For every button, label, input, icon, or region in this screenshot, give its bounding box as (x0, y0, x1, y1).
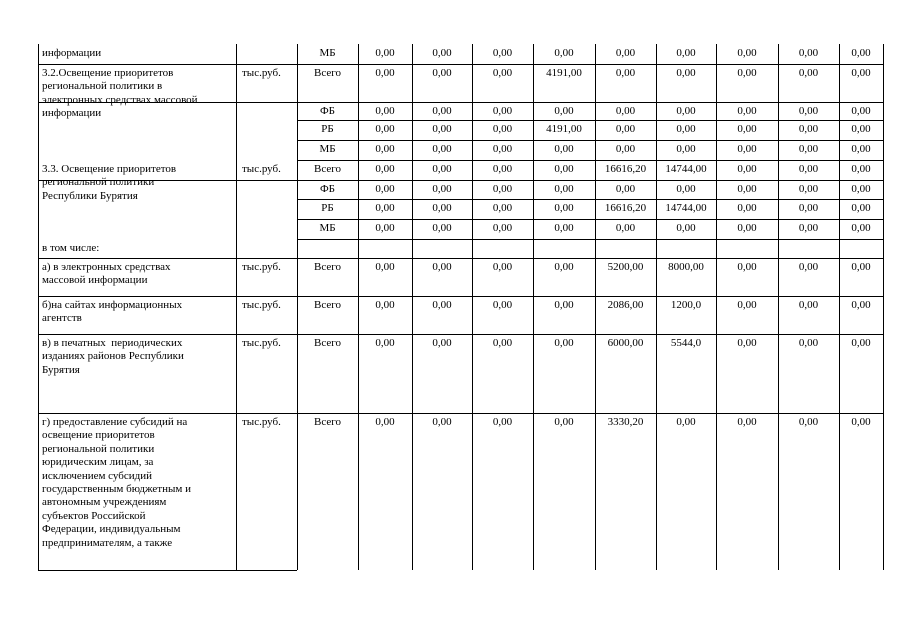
value-cell: 0,00 (851, 123, 871, 135)
value-cell: 0,00 (798, 299, 819, 311)
value-cell: 0,00 (432, 143, 452, 155)
value-cell: 0,00 (492, 123, 513, 135)
value-cell: 0,00 (432, 337, 452, 349)
value-cell: 0,00 (798, 143, 819, 155)
value-cell: 0,00 (554, 337, 574, 349)
funding-source-cell: РБ (321, 123, 334, 135)
value-cell: 0,00 (492, 163, 513, 175)
unit-cell: тыс.руб. (242, 67, 281, 79)
value-cell: 0,00 (676, 416, 696, 428)
unit-cell: тыс.руб. (242, 299, 281, 311)
value-cell: 0,00 (737, 143, 757, 155)
value-cell: 6000,00 (607, 337, 644, 349)
row-name-line: изданиях районов Республики (42, 350, 184, 363)
value-cell: 0,00 (492, 143, 513, 155)
unit-cell: тыс.руб. (242, 261, 281, 273)
value-cell: 0,00 (798, 202, 819, 214)
funding-source-cell: МБ (319, 47, 336, 59)
value-cell: 0,00 (492, 416, 513, 428)
value-cell: 0,00 (492, 47, 513, 59)
funding-source-cell: МБ (319, 143, 336, 155)
value-cell: 0,00 (492, 337, 513, 349)
value-cell: 0,00 (737, 261, 757, 273)
value-cell: 16616,20 (604, 202, 647, 214)
value-cell: 0,00 (432, 202, 452, 214)
value-cell: 0,00 (554, 416, 574, 428)
value-cell: 0,00 (432, 299, 452, 311)
funding-source-cell: ФБ (319, 183, 335, 195)
value-cell: 0,00 (432, 183, 452, 195)
value-cell: 0,00 (798, 222, 819, 234)
row-name-line: предпринимателям, а также (42, 536, 173, 549)
row-name-line: Бурятия (42, 363, 80, 376)
value-cell: 0,00 (375, 163, 395, 175)
value-cell: 0,00 (798, 261, 819, 273)
value-cell: 0,00 (375, 183, 395, 195)
value-cell: 4191,00 (546, 123, 582, 135)
value-cell: 0,00 (676, 183, 696, 195)
value-cell: 4191,00 (546, 67, 582, 79)
value-cell: 0,00 (492, 202, 513, 214)
value-cell: 0,00 (851, 47, 871, 59)
value-cell: 0,00 (432, 163, 452, 175)
row-name-line: в) в печатных периодических (42, 337, 183, 349)
value-cell: 0,00 (851, 261, 871, 273)
value-cell: 0,00 (737, 163, 757, 175)
funding-source-cell: Всего (314, 67, 341, 79)
row-name-line: информации (42, 107, 102, 120)
value-cell: 0,00 (432, 261, 452, 273)
value-cell: 0,00 (615, 105, 636, 117)
value-cell: 0,00 (676, 47, 696, 59)
value-cell: 0,00 (375, 105, 395, 117)
value-cell: 0,00 (798, 47, 819, 59)
value-cell: 0,00 (798, 67, 819, 79)
value-cell: 14744,00 (665, 202, 707, 214)
value-cell: 0,00 (851, 416, 871, 428)
value-cell: 2086,00 (607, 299, 644, 311)
row-name-line: региональной политики (42, 176, 155, 189)
value-cell: 14744,00 (665, 163, 707, 175)
row-name-line: региональной политики (42, 442, 155, 455)
row-name-line: субъектов Российской (42, 509, 146, 522)
value-cell: 0,00 (737, 105, 757, 117)
funding-source-cell: Всего (314, 416, 341, 428)
funding-source-cell: Всего (314, 261, 341, 273)
value-cell: 3330,20 (607, 416, 644, 428)
value-cell: 0,00 (851, 299, 871, 311)
unit-cell: тыс.руб. (242, 337, 281, 349)
row-name-line: в том числе: (42, 242, 100, 254)
row-name-line: региональной политики в (42, 80, 163, 93)
value-cell: 5544,0 (670, 337, 702, 349)
value-cell: 0,00 (851, 222, 871, 234)
funding-source-cell: ФБ (319, 105, 335, 117)
value-cell: 0,00 (375, 299, 395, 311)
funding-source-cell: Всего (314, 337, 341, 349)
value-cell: 5200,00 (607, 261, 644, 273)
value-cell: 0,00 (432, 222, 452, 234)
value-cell: 0,00 (615, 143, 636, 155)
funding-source-cell: МБ (319, 222, 336, 234)
value-cell: 0,00 (798, 416, 819, 428)
row-name-line: информации (42, 47, 102, 59)
value-cell: 0,00 (432, 67, 452, 79)
value-cell: 0,00 (676, 67, 696, 79)
value-cell: 0,00 (737, 416, 757, 428)
row-name-line: государственным бюджетным и (42, 483, 191, 495)
value-cell: 0,00 (554, 143, 574, 155)
value-cell: 0,00 (375, 337, 395, 349)
value-cell: 0,00 (375, 47, 395, 59)
funding-source-cell: РБ (321, 202, 334, 214)
value-cell: 0,00 (375, 222, 395, 234)
value-cell: 0,00 (737, 47, 757, 59)
value-cell: 0,00 (615, 222, 636, 234)
value-cell: 0,00 (851, 337, 871, 349)
value-cell: 0,00 (432, 416, 452, 428)
value-cell: 0,00 (615, 183, 636, 195)
funding-source-cell: Всего (314, 299, 341, 311)
row-name-line: 3.3. Освещение приоритетов (42, 163, 177, 175)
value-cell: 0,00 (432, 123, 452, 135)
value-cell: 0,00 (737, 123, 757, 135)
value-cell: 0,00 (615, 67, 636, 79)
value-cell: 0,00 (851, 67, 871, 79)
value-cell: 0,00 (554, 163, 574, 175)
value-cell: 0,00 (554, 222, 574, 234)
value-cell: 0,00 (375, 416, 395, 428)
value-cell: 0,00 (492, 222, 513, 234)
value-cell: 0,00 (554, 202, 574, 214)
value-cell: 0,00 (492, 105, 513, 117)
value-cell: 0,00 (851, 163, 871, 175)
value-cell: 0,00 (798, 337, 819, 349)
value-cell: 0,00 (375, 67, 395, 79)
funding-source-cell: Всего (314, 163, 341, 175)
value-cell: 0,00 (851, 183, 871, 195)
value-cell: 0,00 (554, 183, 574, 195)
value-cell: 0,00 (737, 202, 757, 214)
value-cell: 0,00 (798, 123, 819, 135)
unit-cell: тыс.руб. (242, 163, 281, 175)
value-cell: 0,00 (676, 105, 696, 117)
value-cell: 0,00 (737, 299, 757, 311)
value-cell: 0,00 (737, 183, 757, 195)
value-cell: 0,00 (851, 105, 871, 117)
value-cell: 0,00 (554, 105, 574, 117)
row-name-line: автономным учреждениям (42, 496, 167, 509)
value-cell: 0,00 (798, 163, 819, 175)
value-cell: 0,00 (492, 261, 513, 273)
value-cell: 0,00 (615, 47, 636, 59)
value-cell: 0,00 (375, 123, 395, 135)
value-cell: 0,00 (375, 261, 395, 273)
row-name-line: Федерации, индивидуальным (42, 523, 181, 536)
value-cell: 0,00 (492, 299, 513, 311)
value-cell: 0,00 (737, 337, 757, 349)
row-name-line: а) в электронных средствах (42, 261, 171, 273)
value-cell: 0,00 (492, 183, 513, 195)
value-cell: 0,00 (492, 67, 513, 79)
row-name-line: юридическим лицам, за (42, 456, 154, 469)
value-cell: 0,00 (798, 105, 819, 117)
value-cell: 0,00 (432, 47, 452, 59)
value-cell: 0,00 (615, 123, 636, 135)
row-name-line: 3.2.Освещение приоритетов (42, 67, 174, 79)
value-cell: 0,00 (676, 123, 696, 135)
value-cell: 0,00 (375, 202, 395, 214)
value-cell: 8000,00 (668, 261, 704, 273)
value-cell: 0,00 (554, 299, 574, 311)
value-cell: 0,00 (798, 183, 819, 195)
value-cell: 0,00 (851, 202, 871, 214)
value-cell: 0,00 (851, 143, 871, 155)
value-cell: 1200,0 (670, 299, 702, 311)
row-name-line: исключением субсидий (42, 469, 153, 482)
value-cell: 0,00 (432, 105, 452, 117)
row-name-line: Республики Бурятия (42, 189, 138, 202)
row-name-line: массовой информации (42, 274, 148, 287)
value-cell: 16616,20 (604, 163, 647, 175)
row-name-line: агентств (42, 312, 82, 325)
row-name-line: освещение приоритетов (42, 429, 155, 442)
value-cell: 0,00 (554, 47, 574, 59)
value-cell: 0,00 (737, 222, 757, 234)
value-cell: 0,00 (676, 222, 696, 234)
row-name-line: б)на сайтах информационных (42, 299, 183, 311)
value-cell: 0,00 (676, 143, 696, 155)
value-cell: 0,00 (554, 261, 574, 273)
unit-cell: тыс.руб. (242, 416, 281, 428)
row-name-line: электронных средствах массовой (42, 93, 198, 106)
value-cell: 0,00 (375, 143, 395, 155)
value-cell: 0,00 (737, 67, 757, 79)
row-name-line: г) предоставление субсидий на (42, 416, 188, 428)
